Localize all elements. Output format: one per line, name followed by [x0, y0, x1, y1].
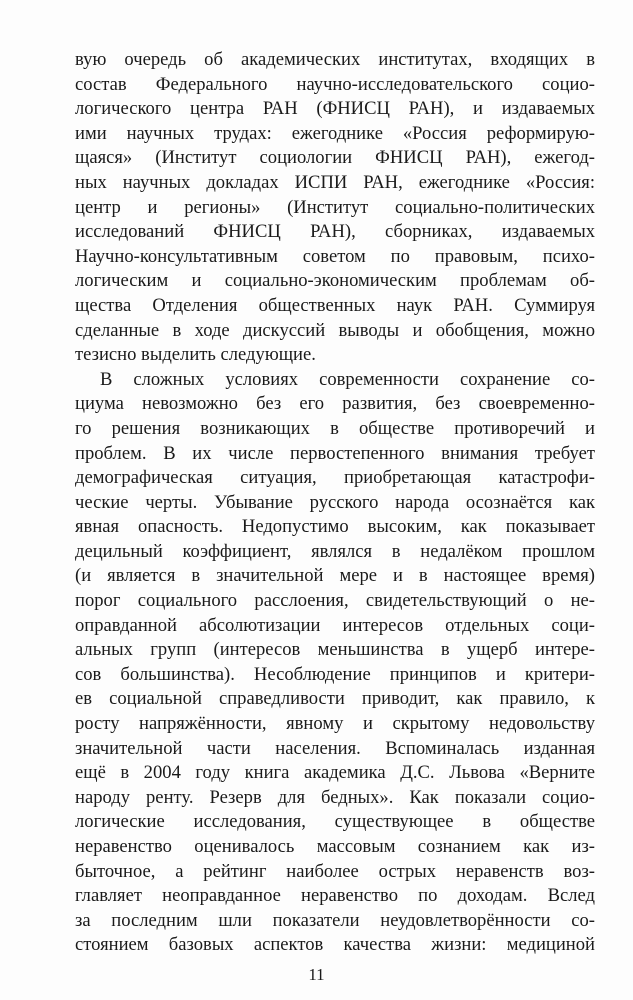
text-line: главляет неоправданное неравенство по доходам. Вслед	[75, 885, 595, 907]
text-line: за последним шли показатели неудовлетворённости со-	[75, 909, 595, 931]
paragraph	[75, 48, 595, 368]
body-text	[75, 48, 595, 958]
text-line: циума невозможно без его развития, без своевременно-	[75, 393, 595, 415]
text-line: быточное, а рейтинг наиболее острых неравенств воз-	[75, 860, 595, 882]
text-line: сов большинства). Несоблюдение принципов и критери-	[75, 663, 595, 685]
text-line: демографическая ситуация, приобретающая катастрофи-	[75, 467, 595, 489]
text-line: щества Отделения общественных наук РАН. Суммируя	[75, 294, 595, 316]
text-line: ных научных докладах ИСПИ РАН, ежегоднике «Россия:	[75, 171, 595, 193]
text-line: ими научных трудах: ежегоднике «Россия реформирую-	[75, 122, 595, 144]
text-line: ев социальной справедливости приводит, как правило, к	[75, 688, 595, 710]
text-line: Научно-консультативным советом по правовым, психо-	[75, 245, 595, 267]
text-line: го решения возникающих в обществе противоречий и	[75, 417, 595, 439]
text-line: щаяся» (Институт социологии ФНИСЦ РАН), ежегод-	[75, 147, 595, 169]
text-line: стоянием базовых аспектов качества жизни: медициной	[75, 934, 595, 956]
text-line: В сложных условиях современности сохранение со-	[100, 368, 595, 390]
text-line: росту напряжённости, явному и скрытому недовольству	[75, 713, 595, 735]
text-line: (и является в значительной мере и в настоящее время)	[75, 565, 595, 587]
text-line: состав Федерального научно-исследовательского социо-	[75, 73, 595, 95]
text-line: ещё в 2004 году книга академика Д.С. Львова «Верните	[75, 762, 595, 784]
text-line: исследований ФНИСЦ РАН), сборниках, издаваемых	[75, 221, 595, 243]
text-line: вую очередь об академических институтах, входящих в	[75, 49, 595, 70]
page-number: 11	[308, 965, 325, 984]
text-line: явная опасность. Недопустимо высоким, как показывает	[75, 516, 595, 538]
text-line: логического центра РАН (ФНИСЦ РАН), и издаваемых	[75, 98, 595, 120]
text-line: порог социального расслоения, свидетельствующий о не-	[75, 590, 595, 612]
text-line: народу ренту. Резерв для бедных». Как показали социо-	[75, 786, 595, 808]
text-line: логическим и социально-экономическим проблемам об-	[75, 270, 595, 292]
text-line: альных групп (интересов меньшинства в ущерб интере-	[75, 639, 595, 661]
text-line: проблем. В их числе первостепенного внимания требует	[75, 442, 595, 464]
text-line: сделанные в ходе дискуссий выводы и обобщения, можно	[75, 319, 595, 341]
text-line: значительной части населения. Вспоминалась изданная	[75, 737, 595, 759]
paragraph	[75, 368, 595, 958]
text-line: оправданной абсолютизации интересов отдельных соци-	[75, 614, 595, 636]
text-line: ческие черты. Убывание русского народа осознаётся как	[75, 491, 595, 513]
text-line: неравенство оценивалось массовым сознанием как из-	[75, 836, 595, 857]
text-line: логические исследования, существующее в обществе	[75, 811, 595, 833]
text-line: центр и регионы» (Институт социально-политических	[75, 196, 595, 218]
text-line: тезисно выделить следующие.	[75, 344, 316, 366]
text-line: децильный коэффициент, являлся в недалёком прошлом	[75, 540, 595, 562]
